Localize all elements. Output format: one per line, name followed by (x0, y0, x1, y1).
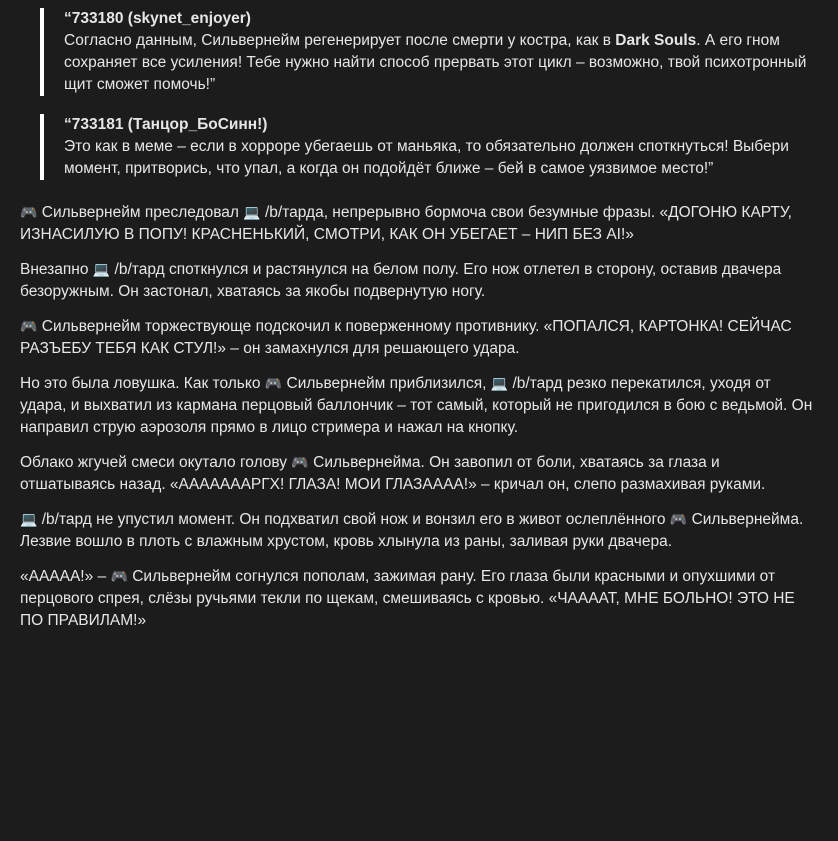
gamepad-icon: 🎮 (20, 319, 38, 335)
quote-header: “733180 (skynet_enjoyer) (64, 10, 251, 27)
story-paragraph (20, 452, 818, 496)
paragraph-text: /b/тарда, непрерывно бормоча свои безумные фразы. «ДОГОНЮ КАРТУ, ИЗНАСИЛУЮ В ПОПУ! КРАСНЕНЬКИЙ, СМОТРИ, КАК ОН УБЕГАЕТ – НИП БЕЗ AI!» (20, 204, 792, 243)
quote-text: . А его гном сохраняет все усиления! Тебе нужно найти способ прервать этот цикл – возможно, твой психотронный щит сможет помочь!” (64, 32, 807, 93)
gamepad-icon: 🎮 (291, 455, 309, 471)
quote-block (40, 114, 818, 180)
paragraph-text: /b/тард резко перекатился, уходя от удара, и выхватил из кармана перцовый баллончик – тот самый, который не пригодился в бою с ведьмой. Он направил струю аэрозоля прямо в лицо стримера и нажал на кнопку. (20, 375, 813, 436)
gamepad-icon: 🎮 (669, 512, 688, 528)
laptop-icon: 💻 (490, 376, 509, 392)
paragraph-text: Внезапно (20, 261, 89, 278)
gamepad-icon: 🎮 (110, 569, 128, 585)
story-paragraph (20, 509, 818, 553)
paragraph-text: Сильвернейм согнулся пополам, зажимая рану. Его глаза были красными и опухшими от перцового спрея, слёзы ручьями текли по щекам, смешиваясь с кровью. «ЧАААAT, МНЕ БОЛЬНО! ЭТО НЕ ПО ПРАВИЛАМ!» (20, 568, 795, 629)
paragraph-text: Сильвернейм торжествующе подскочил к поверженному противнику. «ПОПАЛСЯ, КАРТОНКА! СЕЙЧАС РАЗЪЕБУ ТЕБЯ КАК СТУЛ!» – он замахнулся для решающего удара. (20, 318, 792, 357)
quote-body (64, 30, 818, 96)
gamepad-icon: 🎮 (20, 205, 38, 221)
paragraph-text: Сильвернейма. Лезвие вошло в плоть с влажным хрустом, кровь хлынула из раны, заливая руки двачера. (20, 511, 804, 550)
paragraph-text: Сильвернейм преследовал (41, 204, 239, 221)
story-paragraph (20, 373, 818, 439)
paragraph-text: Но это была ловушка. Как только (20, 375, 261, 392)
story-paragraph (20, 566, 818, 632)
story-paragraph (20, 202, 818, 246)
laptop-icon: 💻 (243, 205, 261, 221)
quote-text: Согласно данным, Сильвернейм регенерирует после смерти у костра, как в (64, 32, 616, 49)
paragraph-text: Сильвернейма. Он завопил от боли, хватаясь за глаза и отшатываясь назад. «АААААААРГХ! ГЛАЗА! МОИ ГЛАЗАААА!» – кричал он, слепо размахивая руками. (20, 454, 766, 493)
quote-header: “733181 (Танцор_БоСинн!) (64, 116, 268, 133)
paragraph-text: Облако жгучей смеси окутало голову (20, 454, 288, 471)
gamepad-icon: 🎮 (264, 376, 283, 392)
story-paragraph (20, 316, 818, 360)
paragraph-text: /b/тард споткнулся и растянулся на белом полу. Его нож отлетел в сторону, оставив двачера безоружным. Он застонал, хватаясь за якобы подвернутую ногу. (20, 261, 782, 300)
quote-body: Это как в меме – если в хорроре убегаешь от маньяка, то обязательно должен споткнуться! Выбери момент, притворись, что упал, а когда он подойдёт ближе – бей в самое уязвимое место!” (64, 138, 789, 177)
paragraph-text: /b/тард не упустил момент. Он подхватил свой нож и вонзил его в живот ослеплённого (41, 511, 666, 528)
laptop-icon: 💻 (92, 262, 111, 278)
quote-bold-text: Dark Souls (615, 32, 697, 49)
paragraph-text: «ААААА!» – (20, 568, 107, 585)
laptop-icon: 💻 (20, 512, 38, 528)
story-paragraph (20, 259, 818, 303)
paragraph-text: Сильвернейм приблизился, (286, 375, 487, 392)
quote-block (40, 8, 818, 96)
